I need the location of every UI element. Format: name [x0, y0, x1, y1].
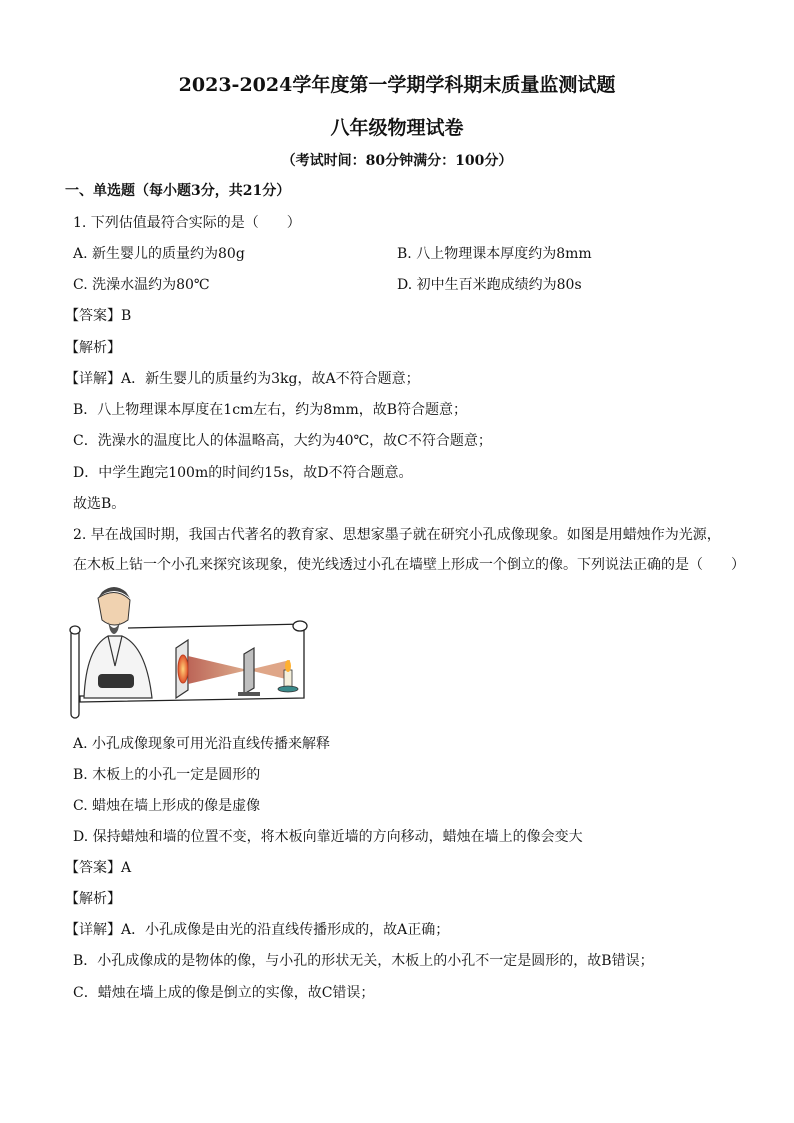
- q2-option-d: D. 保持蜡烛和墙的位置不变，将木板向靠近墙的方向移动，蜡烛在墙上的像会变大: [73, 829, 583, 845]
- q1-detail-4: D．中学生跑完100m的时间约15s，故D不符合题意。: [73, 465, 413, 481]
- q1-option-a: A. 新生婴儿的质量约为80g: [73, 246, 245, 262]
- q2-detail-2: B．小孔成像成的是物体的像，与小孔的形状无关，木板上的小孔不一定是圆形的，故B错误；: [73, 953, 654, 969]
- q2-stem-line-1: 2. 早在战国时期，我国古代著名的教育家、思想家墨子就在研究小孔成像现象。如图是用蜡烛作为光源，: [73, 527, 721, 543]
- q1-option-c: C. 洗澡水温约为80℃: [73, 277, 210, 293]
- q1-option-b: B. 八上物理课本厚度约为8mm: [397, 246, 592, 262]
- scroll-left-rod: [71, 630, 79, 718]
- q1-detail-3: C．洗澡水的温度比人的体温略高，大约为40℃，故C不符合题意；: [73, 433, 492, 449]
- q1-option-d: D. 初中生百米跑成绩约为80s: [397, 277, 582, 293]
- q2-detail-1: 【详解】A．小孔成像是由光的沿直线传播形成的，故A正确；: [65, 922, 450, 938]
- exam-title: 2023-2024学年度第一学期学科期末质量监测试题: [178, 74, 616, 96]
- exam-subtitle: 八年级物理试卷: [330, 117, 464, 139]
- scroll-left-cap: [70, 626, 80, 634]
- wall-screen: [176, 640, 188, 698]
- q2-option-b: B. 木板上的小孔一定是圆形的: [73, 767, 261, 783]
- q2-stem-line-2: 在木板上钻一个小孔来探究该现象，使光线透过小孔在墙壁上形成一个倒立的像。下列说法正确的是（ ）: [73, 557, 745, 573]
- q1-detail-2: B．八上物理课本厚度在1cm左右，约为8mm，故B符合题意；: [73, 402, 468, 418]
- exam-info: （考试时间：80分钟满分：100分）: [281, 153, 513, 169]
- q1-stem: 1. 下列估值最符合实际的是（ ）: [73, 215, 301, 231]
- q2-option-c: C. 蜡烛在墙上形成的像是虚像: [73, 798, 261, 814]
- q1-analysis: 【解析】: [65, 340, 121, 356]
- section-heading: 一、单选题（每小题3分，共21分）: [65, 183, 291, 199]
- q2-answer: 【答案】A: [65, 860, 132, 876]
- pinhole-illustration: [68, 586, 312, 720]
- q1-detail-1: 【详解】A．新生婴儿的质量约为3kg，故A不符合题意；: [65, 371, 420, 387]
- q2-analysis: 【解析】: [65, 891, 121, 907]
- q2-option-a: A. 小孔成像现象可用光沿直线传播来解释: [73, 736, 331, 752]
- scroll-right-cap: [293, 621, 307, 631]
- q1-conclusion: 故选B。: [73, 496, 126, 512]
- q1-answer: 【答案】B: [65, 308, 132, 324]
- q2-detail-3: C．蜡烛在墙上成的像是倒立的实像，故C错误；: [73, 985, 375, 1001]
